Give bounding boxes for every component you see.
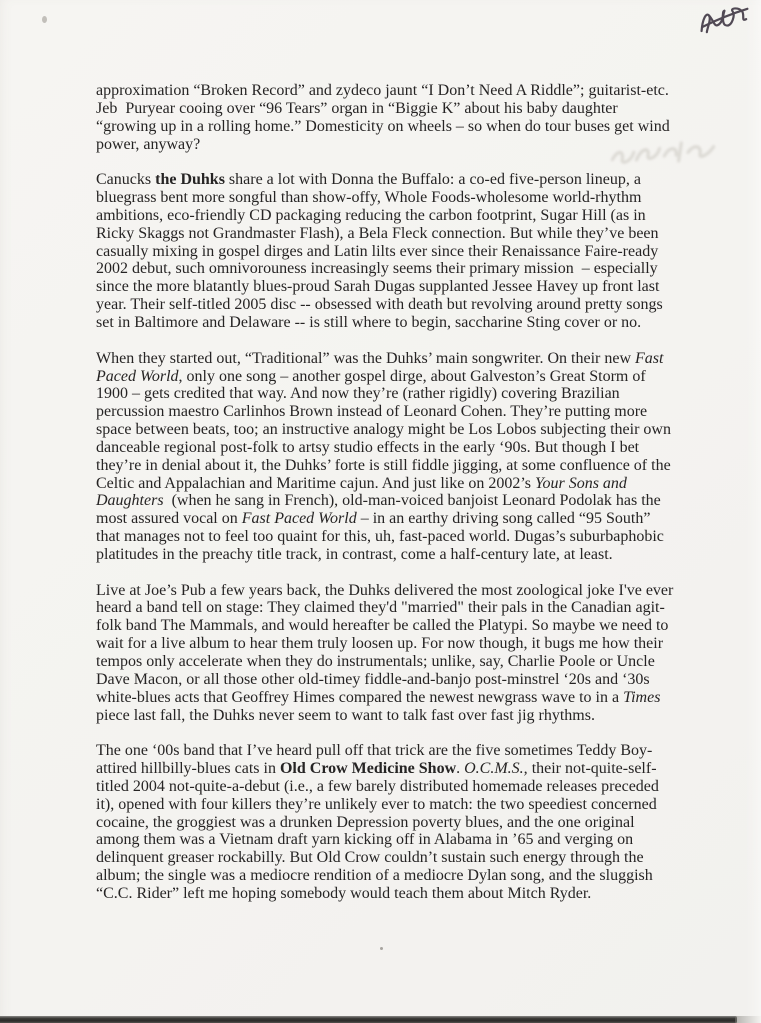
text-segment: Canucks [96, 171, 156, 189]
text-segment: Fast Paced World [96, 349, 668, 385]
text-segment: , only one song – another gospel dirge, about Galveston’s Great Storm of 1900 – gets credited that way. And now they’re (rather rigidly) covering Brazilian percussion maestro Carlinhos Brown instead of Leonard Cohen. They’re putting more space between beats, too; an instructive analogy might be Los Lobos subjecting their own danceable regional post-folk to artsy studio effects in the early ‘90s. But though I bet they’re in denial about it, the Duhks’ forte is still fiddle jigging, at some confluence of the Celtic and Appalachian and Maritime cajun. And just like on 2002’s [96, 367, 675, 492]
paper-speck [42, 16, 47, 23]
text-segment: O.C.M.S., [464, 760, 528, 778]
scan-edge-fade [735, 1016, 761, 1023]
paragraph [96, 742, 674, 903]
paragraph [96, 581, 678, 725]
text-segment: approximation “Broken Record” and zydeco jaunt “I Don’t Need A Riddle”; guitarist-etc. Jeb Puryear cooing over “96 Tears” organ in “Biggie K” about his baby daughter “growing up in a rolling home.” Domesticity on wheels – so when do tour buses get wind power, anyway? [96, 82, 674, 153]
text-segment: Fast Paced World [241, 510, 357, 528]
text-segment: . [456, 760, 465, 778]
handwritten-mark-icon [691, 0, 757, 40]
scan-edge-artifact [0, 1016, 737, 1023]
paragraph [96, 350, 674, 564]
text-segment: piece last fall, the Duhks never seem to want to talk fast over fast jig rhythms. [96, 688, 665, 724]
text-segment: (when he sang in French), old-man-voiced banjoist Leonard Podolak has the most assured vocal on [96, 492, 665, 528]
text-segment: the Duhks [155, 171, 225, 189]
document-text [96, 82, 678, 921]
text-segment: their not-quite-self-titled 2004 not-quite-a-debut (i.e., a few barely distributed homemade releases preceded it), opened with four killers they’re unlikely ever to match: the two speediest concerned cocaine, the groggiest was a drunken Depression poverty blues, and the one original among them was a Vietnam draft yarn kicking off in Alabama in ’65 and verging on delinquent greaser rockabilly. But Old Crow couldn’t sustain such energy through the album; the single was a mediocre rendition of a mediocre Dylan song, and the sluggish “C.C. Rider” left me hoping somebody would teach them about Mitch Ryder. [96, 760, 663, 902]
text-segment: Old Crow Medicine Show [279, 760, 457, 778]
text-segment: When they started out, “Traditional” was the Duhks’ main songwriter. On their new [96, 349, 635, 367]
paragraph [96, 82, 674, 153]
text-segment: The one ‘00s band that I’ve heard pull off that trick are the five sometimes Teddy Boy-attired hillbilly-blues cats in [96, 742, 653, 778]
text-segment: Times [623, 688, 661, 706]
paragraph [96, 171, 674, 332]
text-segment: Your Sons and Daughters [96, 474, 631, 510]
text-segment: – in an earthy driving song called “95 South” that manages not to feel too quaint for this, uh, fast-paced world. Dugas’s suburbaphobic platitudes in the preachy title track, in contrast, come a half-century late, at least. [96, 510, 668, 563]
text-segment: share a lot with Donna the Buffalo: a co-ed five-person lineup, a bluegrass bent more songful than show-offy, Whole Foods-wholesome world-rhythm ambitions, eco-friendly CD packaging reducing the carbon footprint, Sugar Hill (as in Ricky Skaggs not Grandmaster Flash), a Bela Fleck connection. But while they’ve been casually mixing in gospel dirges and Latin lilts ever since their Renaissance Faire-ready 2002 debut, such omnivorouness increasingly seems their primary mission – especially since the more blatantly blues-proud Sarah Dugas supplanted Jessee Havey up front last year. Their self-titled 2005 disc -- obsessed with death but revolving around pretty songs set in Baltimore and Delaware -- is still where to begin, saccharine Sting cover or no. [96, 171, 667, 331]
paper-speck [380, 947, 383, 950]
text-segment: Live at Joe’s Pub a few years back, the Duhks delivered the most zoological joke I've ever heard a band tell on stage: They claimed they'd "married" their pals in the Canadian agit-folk band The Mammals, and would hereafter be called the Platypi. So maybe we need to wait for a live album to hear them truly loosen up. For now though, it bugs me how their tempos only accelerate when they do instrumentals; unlike, say, Charlie Poole or Uncle Dave Macon, or all those other old-timey fiddle-and-banjo post-minstrel ‘20s and ‘30s white-blues acts that Geoffrey Himes compared the newest newgrass wave to in a [96, 581, 678, 706]
